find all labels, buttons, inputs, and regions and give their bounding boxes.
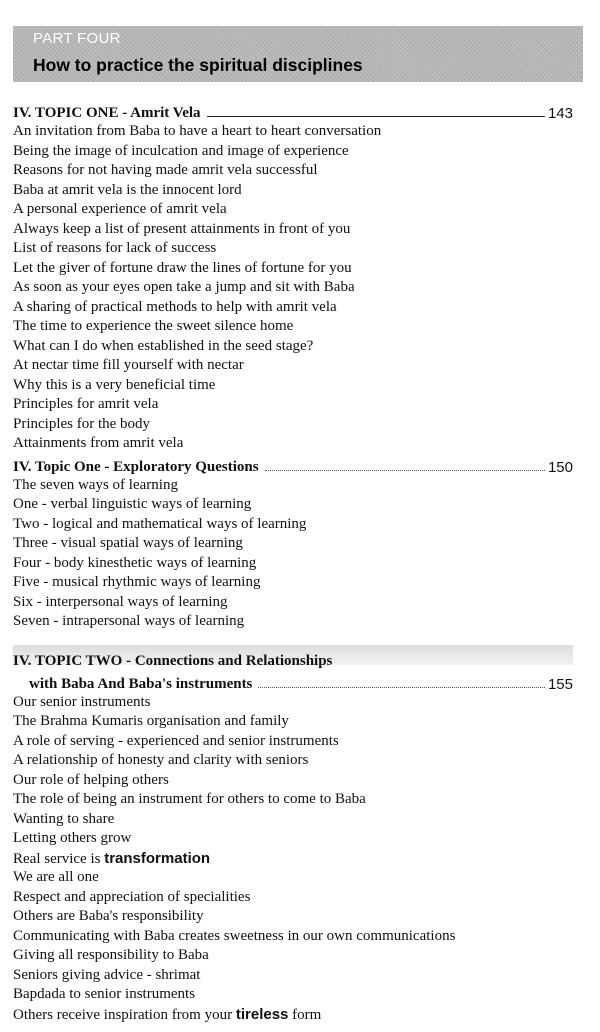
toc-entry[interactable]: Four - body kinesthetic ways of learning xyxy=(13,554,257,571)
toc-entry[interactable] xyxy=(13,849,573,869)
toc-entry[interactable]: Bapdada to senior instruments xyxy=(13,986,196,1002)
toc-entry[interactable]: A sharing of practical methods to help with amrit vela xyxy=(13,298,337,315)
toc-entry[interactable] xyxy=(13,1005,573,1025)
toc-entry[interactable]: Three - visual spatial ways of learning xyxy=(13,535,243,551)
toc-entry[interactable]: An invitation from Baba to have a heart to heart conversation xyxy=(13,123,382,139)
toc-entry[interactable]: The time to experience the sweet silence home xyxy=(13,318,294,334)
section-gap xyxy=(13,632,573,651)
entry-emphasis: tireless xyxy=(235,1005,289,1023)
section-heading-connections-line2[interactable] xyxy=(13,671,573,693)
toc-entry[interactable]: List of reasons for lack of success xyxy=(13,240,217,256)
toc-entry[interactable]: Reasons for not having made amrit vela successful xyxy=(13,162,318,178)
toc-entry[interactable]: Six - interpersonal ways of learning xyxy=(13,593,228,610)
toc-entry[interactable]: Baba at amrit vela is the innocent lord xyxy=(13,181,242,198)
toc-entry[interactable]: A personal experience of amrit vela xyxy=(13,201,227,217)
section-heading-exploratory-questions[interactable] xyxy=(13,454,573,476)
toc-entry[interactable]: A role of serving - experienced and senior instruments xyxy=(13,732,339,749)
section-heading-amrit-vela[interactable] xyxy=(13,100,573,122)
entry-text: Others receive inspiration from your xyxy=(13,1006,236,1023)
toc-entry[interactable]: Seniors giving advice - shrimat xyxy=(13,966,201,983)
toc-entry[interactable]: Giving all responsibility to Baba xyxy=(13,947,209,963)
entry-text: form xyxy=(288,1006,322,1023)
toc-entry[interactable]: One - verbal linguistic ways of learning xyxy=(13,496,252,512)
toc-entry[interactable]: The Brahma Kumaris organisation and family xyxy=(13,713,289,729)
table-of-contents xyxy=(13,100,573,1024)
part-title: How to practice the spiritual disciplines xyxy=(33,55,363,75)
toc-entry[interactable]: Letting others grow xyxy=(13,830,132,846)
toc-entry[interactable]: Our role of helping others xyxy=(13,771,169,788)
leader-dots xyxy=(258,686,545,688)
toc-entry[interactable]: Being the image of inculcation and image of experience xyxy=(13,142,349,159)
toc-entry[interactable]: Others are Baba's responsibility xyxy=(13,908,204,924)
entry-list xyxy=(13,693,573,1025)
toc-entry[interactable]: Communicating with Baba creates sweetness in our own communications xyxy=(13,927,456,944)
section-title: IV. TOPIC ONE - Amrit Vela xyxy=(13,105,201,121)
entry-list xyxy=(13,122,573,454)
toc-entry[interactable]: Respect and appreciation of specialities xyxy=(13,888,251,905)
entry-emphasis: transformation xyxy=(104,849,211,867)
section-title: IV. Topic One - Exploratory Questions xyxy=(13,458,259,475)
page-number: 150 xyxy=(547,458,573,476)
leader-line xyxy=(207,115,545,117)
toc-entry[interactable]: We are all one xyxy=(13,869,99,885)
toc-entry[interactable]: Attainments from amrit vela xyxy=(13,435,184,451)
toc-entry[interactable]: Principles for the body xyxy=(13,415,151,432)
toc-entry[interactable]: A relationship of honesty and clarity with seniors xyxy=(13,752,309,768)
page-number: 143 xyxy=(547,105,573,122)
section-heading-connections-line1[interactable]: IV. TOPIC TWO - Connections and Relationships xyxy=(13,652,333,669)
entry-text: Real service is xyxy=(13,850,105,867)
toc-entry[interactable]: Always keep a list of present attainments in front of you xyxy=(13,220,351,237)
toc-entry[interactable]: The role of being an instrument for others to come to Baba xyxy=(13,791,366,807)
toc-entry[interactable]: Wanting to share xyxy=(13,810,115,827)
toc-entry[interactable]: The seven ways of learning xyxy=(13,476,178,493)
toc-entry[interactable]: At nectar time fill yourself with nectar xyxy=(13,357,244,373)
toc-entry[interactable]: Why this is a very beneficial time xyxy=(13,376,216,393)
toc-entry[interactable]: As soon as your eyes open take a jump and sit with Baba xyxy=(13,279,355,295)
leader-dots xyxy=(265,469,545,471)
toc-entry[interactable]: Principles for amrit vela xyxy=(13,396,159,412)
section-title: with Baba And Baba's instruments xyxy=(29,675,253,692)
toc-entry[interactable]: Five - musical rhythmic ways of learning xyxy=(13,574,261,590)
part-label: PART FOUR xyxy=(33,30,121,47)
toc-entry[interactable]: Our senior instruments xyxy=(13,693,151,710)
toc-entry[interactable]: Let the giver of fortune draw the lines of fortune for you xyxy=(13,259,352,276)
toc-entry[interactable]: Two - logical and mathematical ways of learning xyxy=(13,515,307,532)
toc-entry[interactable]: What can I do when established in the seed stage? xyxy=(13,337,314,354)
page-number: 155 xyxy=(547,675,573,693)
entry-list xyxy=(13,476,573,632)
toc-entry[interactable]: Seven - intrapersonal ways of learning xyxy=(13,613,245,629)
